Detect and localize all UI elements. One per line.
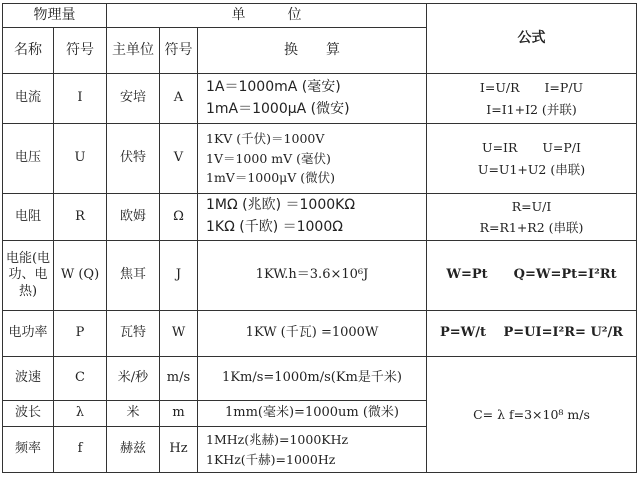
formula-line: C= λ f=3×10⁸ m/s [473, 406, 590, 422]
header-unit-symbol: 符号 [160, 28, 198, 74]
formula-line: P=W/t P=UI=I²R= U²/R [439, 325, 624, 341]
table-row [3, 311, 637, 357]
conversion-line: 1V＝1000 mV (毫伏) [206, 150, 331, 166]
formula-line: I=I1+I2 (并联) [486, 101, 577, 117]
unit-name: 焦耳 [107, 241, 160, 311]
quantity-name: 电阻 [3, 194, 54, 241]
conversion-cell [198, 357, 427, 401]
conversion-cell [198, 194, 427, 241]
formula-cell [427, 124, 637, 194]
conversion-line: 1mA＝1000μA (微安) [206, 100, 350, 117]
quantity-name: 波长 [3, 401, 54, 427]
quantity-symbol: λ [54, 401, 107, 427]
formula-cell [427, 194, 637, 241]
header-name: 名称 [3, 28, 54, 74]
quantity-name: 电压 [3, 124, 54, 194]
formula-cell [427, 241, 637, 311]
physics-units-table [2, 3, 637, 473]
quantity-symbol: P [54, 311, 107, 357]
conversion-line: 1A＝1000mA (毫安) [206, 78, 341, 95]
formula-line: W=Pt Q=W=Pt=I²Rt [446, 267, 617, 283]
table-row [3, 241, 637, 311]
formula-line: U=U1+U2 (串联) [477, 161, 586, 177]
formula-cell [427, 311, 637, 357]
formula-line: I=U/R I=P/U [479, 80, 584, 96]
unit-name: 安培 [107, 74, 160, 124]
formula-line: U=IR U=P/I [482, 140, 581, 156]
quantity-name: 电功率 [3, 311, 54, 357]
unit-name: 米/秒 [107, 357, 160, 401]
conversion-cell [198, 427, 427, 473]
conversion-cell [198, 401, 427, 427]
conversion-line: 1KW (千瓦) =1000W [245, 325, 379, 341]
unit-symbol: A [160, 74, 198, 124]
conversion-line: 1MHz(兆赫)=1000KHz [206, 432, 349, 448]
unit-symbol: W [160, 311, 198, 357]
conversion-line: 1KHz(千赫)=1000Hz [206, 451, 336, 467]
unit-name: 欧姆 [107, 194, 160, 241]
header-symbol: 符号 [54, 28, 107, 74]
wave-formula-cell [427, 357, 637, 473]
unit-name: 瓦特 [107, 311, 160, 357]
quantity-symbol: f [54, 427, 107, 473]
quantity-symbol: C [54, 357, 107, 401]
conversion-line: 1mV＝1000μV (微伏) [206, 170, 336, 186]
unit-name: 赫兹 [107, 427, 160, 473]
conversion-line: 1Km/s=1000m/s(Km是千米) [222, 370, 402, 386]
conversion-cell [198, 124, 427, 194]
conversion-line: 1KV (千伏)＝1000V [206, 131, 325, 147]
quantity-symbol: I [54, 74, 107, 124]
conversion-line: 1KΩ (千欧) ＝1000Ω [206, 219, 343, 235]
formula-line: R=U/I [511, 198, 552, 214]
conversion-cell [198, 241, 427, 311]
unit-symbol: Hz [160, 427, 198, 473]
header-quantity: 物理量 [3, 4, 107, 28]
header-conversion: 换 算 [198, 28, 427, 74]
conversion-cell [198, 74, 427, 124]
table-row [3, 124, 637, 194]
quantity-name: 频率 [3, 427, 54, 473]
header-unit: 单 位 [107, 4, 427, 28]
unit-name: 米 [107, 401, 160, 427]
unit-symbol: Ω [160, 194, 198, 241]
unit-symbol: m/s [160, 357, 198, 401]
unit-symbol: V [160, 124, 198, 194]
header-formula: 公式 [427, 4, 637, 74]
header-main-unit: 主单位 [107, 28, 160, 74]
table-row [3, 74, 637, 124]
quantity-name: 电能(电功、电热) [3, 241, 54, 311]
formula-line: R=R1+R2 (串联) [479, 220, 584, 235]
conversion-line: 1mm(毫米)=1000um (微米) [224, 405, 400, 421]
table-row [3, 357, 637, 401]
unit-symbol: J [160, 241, 198, 311]
table-row [3, 194, 637, 241]
unit-name: 伏特 [107, 124, 160, 194]
conversion-cell [198, 311, 427, 357]
quantity-symbol: W (Q) [54, 241, 107, 311]
quantity-symbol: R [54, 194, 107, 241]
conversion-line: 1MΩ (兆欧) ＝1000KΩ [206, 197, 356, 214]
quantity-name: 波速 [3, 357, 54, 401]
quantity-symbol: U [54, 124, 107, 194]
quantity-name: 电流 [3, 74, 54, 124]
conversion-line: 1KW.h＝3.6×10⁶J [255, 267, 369, 283]
unit-symbol: m [160, 401, 198, 427]
formula-cell [427, 74, 637, 124]
